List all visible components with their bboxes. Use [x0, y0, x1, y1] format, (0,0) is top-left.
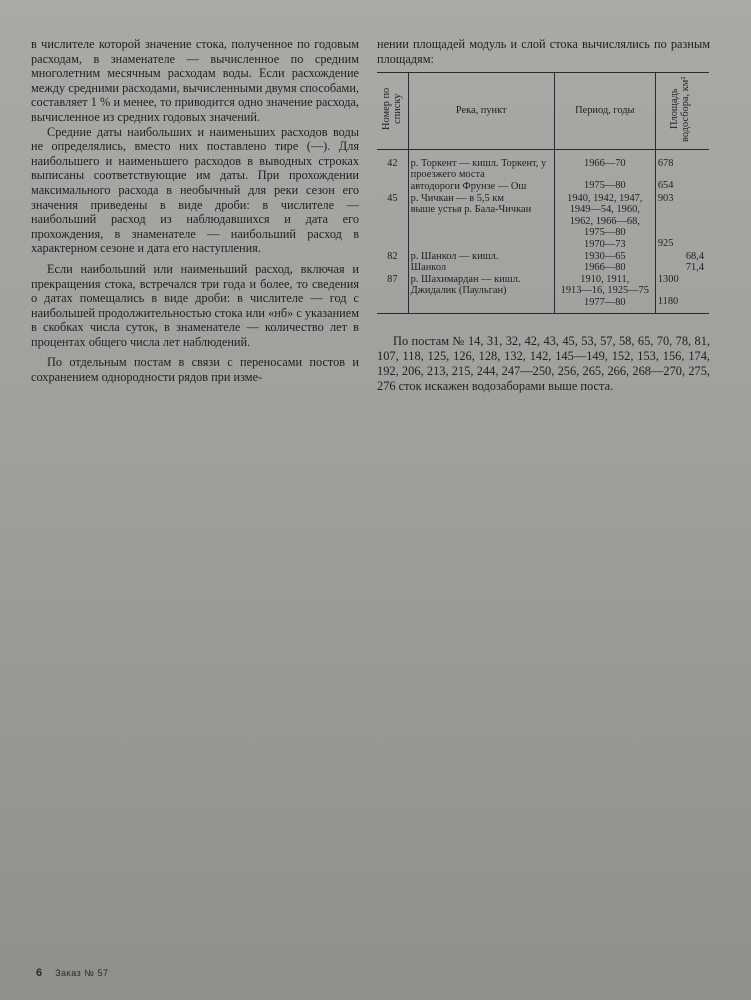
- paragraph: По постам № 14, 31, 32, 42, 43, 45, 53, 57, 58, 65, 70, 78, 81, 107, 118, 125, 126, 128, 132, 142, 145—149, 152, 153, 156, 174, 192, 206, 213, 215, 244, 247—250, 256, 265, 266, 268—270, 275, 276 сток искажен водозаборами выше поста.: [377, 333, 710, 393]
- river-cell: р. Торкент — кишл. Торкент, у проезжего моста автодороги Фрунзе — Ош: [408, 149, 554, 192]
- page-number: 6: [36, 967, 43, 979]
- period-cell: 1930—65 1966—80: [554, 251, 655, 274]
- column-header-river: Река, пункт: [408, 73, 554, 150]
- paragraph: По отдельным постам в связи с переносами постов и сохранением однородности рядов при изме-: [31, 355, 359, 385]
- area-cell: 68,4 71,4: [655, 251, 709, 274]
- table-row: [377, 251, 709, 274]
- row-number: 87: [377, 274, 408, 313]
- paragraph: в числителе которой значение стока, полученное по годовым расходам, в знаменателе — вычисленное по средним многолетним месячным расходам воды. Если расхождение между средними расходами, вычисленными двумя способами, составляет 1 % и менее, то приводится одно значение расхода, вычисленное из средних годовых значений.: [31, 37, 359, 124]
- table-header-row: [377, 73, 709, 150]
- river-cell: р. Шанкол — кишл. Шанкол: [408, 251, 554, 274]
- column-header-period: Период, годы: [554, 73, 655, 150]
- period-cell: 1940, 1942, 1947, 1949—54, 1960, 1962, 1966—68, 1975—80 1970—73: [554, 193, 655, 251]
- print-order-note: Заказ № 57: [55, 968, 109, 978]
- paragraph: Если наибольший или наименьший расход, включая и прекращения стока, встречался три года и более, то сведения о датах помещались в виде дроби: в числителе — год с наибольшей продолжительностью стока или «нб» с указанием в скобках числа суток, в знаменателе — количество лет в процентах общего числа лет наблюдений.: [31, 261, 359, 349]
- area-cell: 678 654: [655, 149, 709, 192]
- paragraph: нении площадей модуль и слой стока вычислялись по разным площадям:: [377, 37, 710, 66]
- table-row: [377, 193, 709, 251]
- page-footer: [36, 967, 108, 979]
- area-cell: 1300 1180: [655, 274, 709, 313]
- period-cell: 1910, 1911, 1913—16, 1925—75 1977—80: [554, 274, 655, 313]
- river-cell: р. Шахимардан — кишл. Джидалик (Паульган): [408, 274, 554, 313]
- table-row: [377, 274, 709, 313]
- area-cell: 903 925: [655, 193, 709, 251]
- row-number: 82: [387, 250, 398, 262]
- period-cell: 1966—70 1975—80: [554, 149, 655, 192]
- paragraph: Средние даты наибольших и наименьших расходов воды не определялись, вместо них поставлено тире (—). Для наибольшего и наименьшего расходов в выводных строках выписаны соответствующие им даты. При прохождении максимального расхода в необычный для реки сезон его значения приведены в виде дроби: в числителе — наибольший расход из наблюдавшихся и дата его прохождения, в знаменателе — наибольший расход в характерном сезоне и дата его наступления.: [31, 124, 359, 256]
- right-column: [377, 37, 710, 394]
- left-column: [31, 37, 359, 385]
- row-number: 42: [387, 157, 398, 169]
- river-area-table: [377, 72, 709, 313]
- table-row: [377, 149, 709, 192]
- river-cell: р. Чичкан — в 5,5 км выше устья р. Бала-Чичкан: [408, 193, 554, 251]
- column-header-number: Номер по списку: [377, 73, 408, 150]
- column-header-area: Площадь водосбора, км²: [655, 73, 709, 150]
- row-number: 45: [387, 192, 398, 204]
